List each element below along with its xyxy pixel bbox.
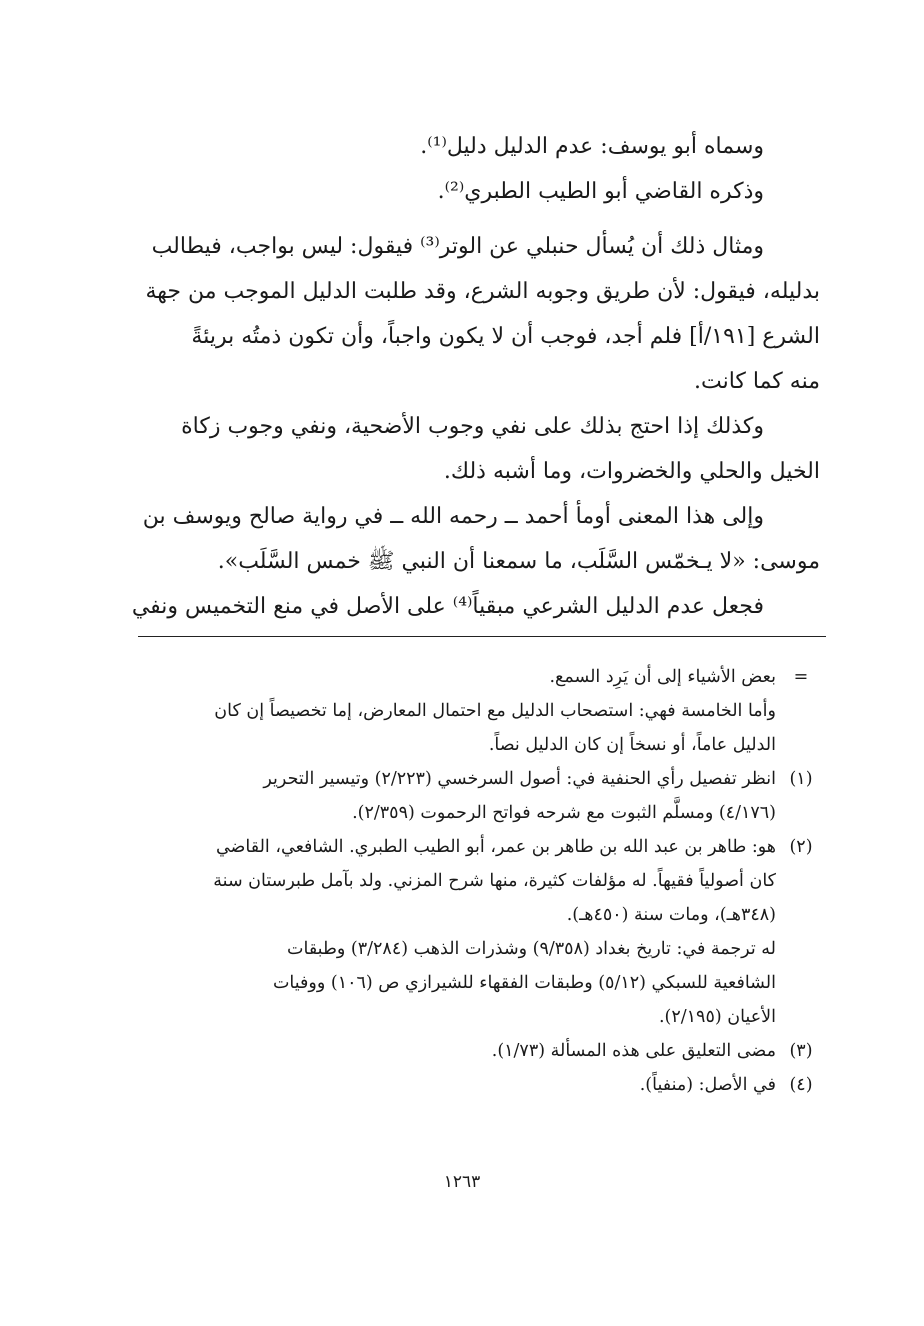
footnote-line: له ترجمة في: تاريخ بغداد (٩/٣٥٨) وشذرات الذهب (٣/٢٨٤) وطبقات bbox=[287, 939, 776, 959]
continuation-mark: = bbox=[793, 667, 809, 687]
footnotes bbox=[138, 660, 826, 1102]
text-line: ومثال ذلك أن يُسأل حنبلي عن الوتر⁽³⁾ فيقول: ليس بواجب، فيطالب bbox=[151, 234, 764, 259]
footnote-line: الشافعية للسبكي (٥/١٢) وطبقات الفقهاء للشيرازي ص (١٠٦) ووفيات bbox=[272, 973, 776, 993]
text-line: وإلى هذا المعنى أومأ أحمد ــ رحمه الله ــ في رواية صالح ويوسف بن bbox=[142, 504, 764, 529]
footnote-3 bbox=[138, 1034, 826, 1068]
footnote-separator bbox=[138, 636, 826, 637]
text-line: فجعل عدم الدليل الشرعي مبقياً⁽⁴⁾ على الأصل في منع التخميس ونفي bbox=[131, 594, 764, 619]
text-line: وذكره القاضي أبو الطيب الطبري⁽²⁾. bbox=[437, 179, 764, 204]
footnote-number: (٤) bbox=[789, 1075, 813, 1095]
footnote-line: انظر تفصيل رأي الحنفية في: أصول السرخسي (٢/٢٢٣) وتيسير التحرير bbox=[263, 769, 776, 789]
text-line: وسماه أبو يوسف: عدم الدليل دليل⁽¹⁾. bbox=[420, 134, 764, 159]
footnote-line: (٣٤٨هـ)، ومات سنة (٤٥٠هـ). bbox=[566, 905, 776, 925]
main-text bbox=[130, 124, 820, 629]
footnote-continuation bbox=[138, 660, 826, 762]
footnote-1 bbox=[138, 762, 826, 830]
footnote-line: مضى التعليق على هذه المسألة (١/٧٣). bbox=[491, 1041, 776, 1061]
text-line: بدليله، فيقول: لأن طريق وجوبه الشرع، وقد طلبت الدليل الموجب من جهة bbox=[145, 279, 820, 304]
footnote-line: الأعيان (٢/١٩٥). bbox=[658, 1007, 776, 1027]
text-line: الشرع [١٩١/أ] فلم أجد، فوجب أن لا يكون واجباً، وأن تكون ذمتُه بريئةً bbox=[191, 324, 820, 349]
text-line: منه كما كانت. bbox=[694, 369, 820, 394]
footnote-number: (١) bbox=[789, 769, 813, 789]
text-line: موسى: «لا يـخمّس السَّلَب، ما سمعنا أن النبي ﷺ خمس السَّلَب». bbox=[217, 549, 820, 574]
footnote-line: هو: طاهر بن عبد الله بن طاهر بن عمر، أبو الطيب الطبري. الشافعي، القاضي bbox=[215, 837, 776, 857]
footnote-line: بعض الأشياء إلى أن يَرِد السمع. bbox=[549, 667, 776, 687]
text-line: وكذلك إذا احتج بذلك على نفي وجوب الأضحية، ونفي وجوب زكاة bbox=[181, 414, 764, 439]
text-line: الخيل والحلي والخضروات، وما أشبه ذلك. bbox=[443, 459, 820, 484]
footnote-line: في الأصل: (منفياً). bbox=[639, 1075, 776, 1095]
footnote-line: كان أصولياً فقيهاً. له مؤلفات كثيرة، منها شرح المزني. ولد بآمل طبرستان سنة bbox=[213, 871, 776, 891]
page-number: ١٢٦٣ bbox=[443, 1172, 481, 1192]
footnote-4 bbox=[138, 1068, 826, 1102]
footnote-line: وأما الخامسة فهي: استصحاب الدليل مع احتمال المعارض، إما تخصيصاً إن كان bbox=[214, 701, 776, 721]
footnote-line: (٤/١٧٦) ومسلَّم الثبوت مع شرحه فواتح الرحموت (٢/٣٥٩). bbox=[352, 803, 776, 823]
footnote-line: الدليل عاماً، أو نسخاً إن كان الدليل نصاً. bbox=[488, 735, 776, 755]
footnote-number: (٣) bbox=[789, 1041, 813, 1061]
footnote-number: (٢) bbox=[789, 837, 813, 857]
footnote-2 bbox=[138, 830, 826, 1034]
